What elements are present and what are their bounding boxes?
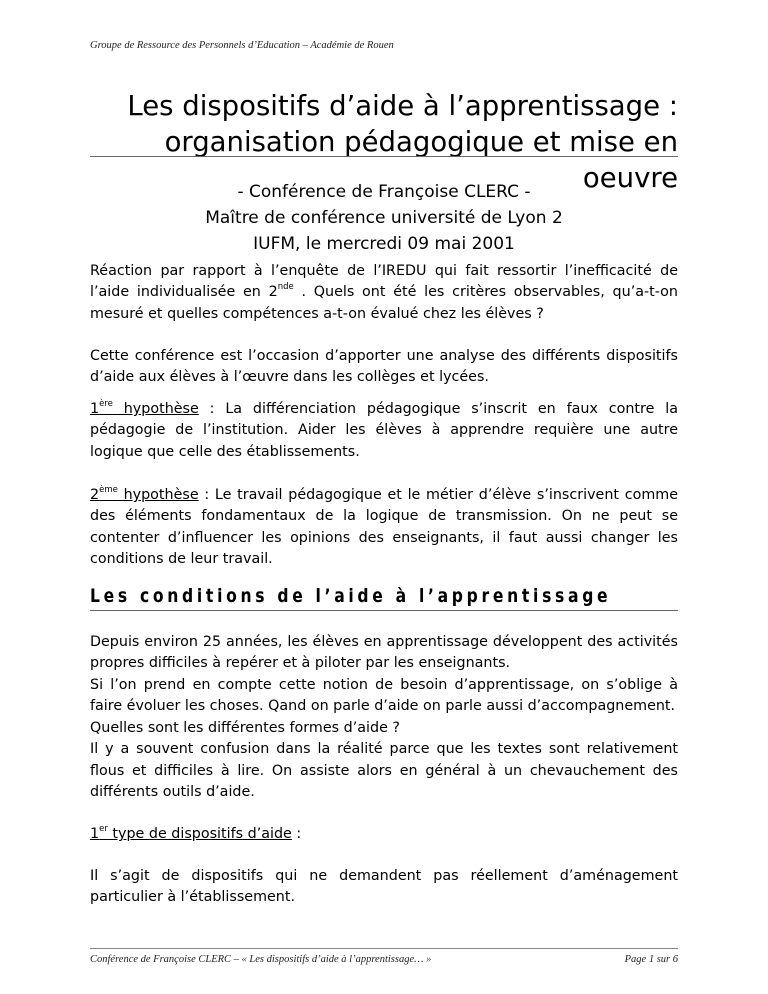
title-line-2: organisation pédagogique et mise en oeuvre — [164, 126, 678, 194]
subtitle-line-1: - Conférence de Françoise CLERC - — [237, 182, 531, 202]
hypothesis-2: 2ème hypothèse : Le travail pédagogique et le métier d’élève s’inscrivent comme des éléments fondamentaux de la logique de transmission. On ne peut se contenter d’influencer les opinions des enseignants, il faut aussi changer les conditions de leur travail. — [90, 485, 678, 567]
subtitle-line-2: Maître de conférence université de Lyon 2 — [205, 208, 563, 228]
page-header: Groupe de Ressource des Personnels d’Education – Académie de Rouen — [90, 40, 394, 51]
intro-paragraph-1: Réaction par rapport à l’enquête de l’IREDU qui fait ressortir l’inefficacité de l’aide individualisée en 2nde . Quels ont été les critères observables, qu’a-t-on mesuré et quelles compétences a-t-on évalué chez les élèves ? — [90, 263, 678, 322]
subtitle-line-3: IUFM, le mercredi 09 mai 2001 — [253, 234, 515, 254]
hypothesis-1-label: 1ère hypothèse — [90, 399, 199, 417]
title-divider — [90, 156, 678, 157]
footer-divider — [90, 948, 678, 949]
section-divider — [90, 610, 678, 611]
section-paragraph-3: Il s’agit de dispositifs qui ne demandent pas réellement d’aménagement particulier à l’établissement. — [90, 868, 678, 906]
intro-paragraph-2: Cette conférence est l’occasion d’apporter une analyse des différents dispositifs d’aide aux élèves à l’œuvre dans les collèges et lycées. — [90, 348, 678, 386]
section-paragraph-1: Depuis environ 25 années, les élèves en apprentissage développent des activités propres difficiles à repérer et à piloter par les enseignants. Si l’on prend en compte cette notion de besoin d’apprentissage, on s’oblige à faire évoluer les choses. Qand on parle d’aide on parle aussi d’accompagnement. — [90, 634, 678, 714]
dispositif-type-heading: 1er type de dispositifs d’aide : — [90, 824, 302, 842]
hypothesis-1: 1ère hypothèse : La différenciation pédagogique s’inscrit en faux contre la pédagogie de l’institution. Aider les élèves à apprendre requière une autre logique que celle des établissements. — [90, 399, 678, 460]
section-paragraph-2: Quelles sont les différentes formes d’aide ? Il y a souvent confusion dans la réalité parce que les textes sont relativement flous et difficiles à lire. On assiste alors en général à un chevauchement des différents outils d’aide. — [90, 720, 678, 800]
page-number: Page 1 sur 6 — [624, 954, 678, 965]
section-heading: Les conditions de l’aide à l’apprentissage — [90, 585, 612, 607]
hypothesis-2-label: 2ème hypothèse — [90, 485, 199, 503]
title-line-1: Les dispositifs d’aide à l’apprentissage : — [127, 90, 678, 122]
conference-subtitle — [90, 179, 678, 257]
footer-title: Conférence de Françoise CLERC – « Les dispositifs d’aide à l’apprentissage… » — [90, 954, 432, 965]
